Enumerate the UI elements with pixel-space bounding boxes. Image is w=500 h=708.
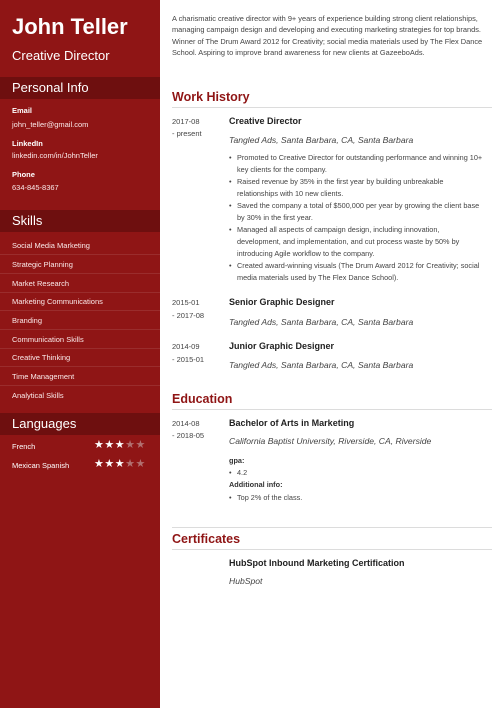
profile-summary: A charismatic creative director with 9+ years of experience building strong client relationships, managing campaign design and developing and executing marketing strategies for top brands. Winner of The Drum Award 2012 for Creativity; social media materials used by The Flex Dance School. Aspiring to improve brand awareness for new clients at GazeeboAds. <box>172 14 483 57</box>
divider <box>0 310 160 311</box>
job-date-end: - 2015-01 <box>172 355 205 364</box>
gpa-list <box>229 468 247 477</box>
job-title: Senior Graphic Designer <box>229 297 335 307</box>
certificate-issuer: HubSpot <box>229 576 263 586</box>
language-name: French <box>12 442 36 451</box>
linkedin-value[interactable]: linkedin.com/in/JohnTeller <box>12 151 98 160</box>
star-filled-icon: ★ <box>94 458 105 470</box>
gpa-label: gpa: <box>229 456 245 465</box>
star-empty-icon: ★ <box>135 439 146 451</box>
job-date-start: 2017-08 <box>172 117 200 126</box>
job-date-end: - 2017-08 <box>172 311 205 320</box>
list-item: • Saved the company a total of $500,000 per year by growing the client base by 30% in the first year. <box>229 200 484 224</box>
email-label: Email <box>12 106 33 115</box>
job-date-start: 2015-01 <box>172 298 200 307</box>
language-name: Mexican Spanish <box>12 461 70 470</box>
divider <box>0 385 160 386</box>
phone-value: 634-845-8367 <box>12 183 59 192</box>
list-item: • Created award-winning visuals (The Drum Award 2012 for Creativity; social media materials used by The Flex Dance School). <box>229 260 484 284</box>
education-date-end: - 2018-05 <box>172 431 205 440</box>
email-value[interactable]: john_teller@gmail.com <box>12 120 89 129</box>
job-company: Tangled Ads, Santa Barbara, CA, Santa Barbara <box>229 135 414 145</box>
divider <box>0 348 160 349</box>
section-divider <box>172 549 492 550</box>
section-divider <box>172 527 492 528</box>
education-heading: Education <box>172 392 233 406</box>
skill-item: Market Research <box>12 279 70 288</box>
candidate-name: John Teller <box>12 14 128 39</box>
star-filled-icon: ★ <box>104 439 115 451</box>
list-item: • Promoted to Creative Director for outstanding performance and winning 10+ key clients for the company. <box>229 152 484 176</box>
star-empty-icon: ★ <box>125 458 136 470</box>
job-responsibilities <box>229 152 484 284</box>
list-item: • Managed all aspects of campaign design, including innovation, development, and implementation, and cut process waste by 50% by introducing Agile workflow to the company. <box>229 224 484 260</box>
personal-info-heading: Personal Info <box>0 77 160 99</box>
skill-item: Branding <box>12 316 43 325</box>
divider <box>0 366 160 367</box>
divider <box>0 329 160 330</box>
phone-label: Phone <box>12 170 35 179</box>
job-company: Tangled Ads, Santa Barbara, CA, Santa Barbara <box>229 317 414 327</box>
school-name: California Baptist University, Riverside, CA, Riverside <box>229 436 432 446</box>
skill-item: Marketing Communications <box>12 297 103 306</box>
section-divider <box>172 107 492 108</box>
divider <box>0 273 160 274</box>
additional-info-list <box>229 493 302 502</box>
job-title: Creative Director <box>229 116 302 126</box>
list-item: • Raised revenue by 35% in the first year by building unbreakable relationships with 10 new clients. <box>229 176 484 200</box>
linkedin-label: LinkedIn <box>12 139 43 148</box>
star-filled-icon: ★ <box>114 458 126 470</box>
skills-heading: Skills <box>0 210 160 232</box>
section-divider <box>172 409 492 410</box>
education-date-start: 2014-08 <box>172 419 200 428</box>
skill-item: Analytical Skills <box>12 391 64 400</box>
star-filled-icon: ★ <box>104 458 115 470</box>
language-rating-stars <box>94 459 146 469</box>
star-empty-icon: ★ <box>135 458 146 470</box>
job-date-end: - present <box>172 129 202 138</box>
additional-info-label: Additional info: <box>229 480 283 489</box>
job-date-start: 2014-09 <box>172 342 200 351</box>
certificate-name: HubSpot Inbound Marketing Certification <box>229 558 405 568</box>
language-rating-stars <box>94 440 146 450</box>
certificates-heading: Certificates <box>172 532 241 546</box>
star-filled-icon: ★ <box>94 439 105 451</box>
skill-item: Strategic Planning <box>12 260 73 269</box>
languages-heading: Languages <box>0 413 160 435</box>
gpa-value: • 4.2 <box>229 468 247 477</box>
divider <box>0 292 160 293</box>
job-company: Tangled Ads, Santa Barbara, CA, Santa Barbara <box>229 360 414 370</box>
divider <box>0 254 160 255</box>
skill-item: Communication Skills <box>12 335 84 344</box>
candidate-title: Creative Director <box>12 48 110 63</box>
job-title: Junior Graphic Designer <box>229 341 335 351</box>
skill-item: Social Media Marketing <box>12 241 90 250</box>
star-empty-icon: ★ <box>125 439 136 451</box>
main-content <box>160 0 500 708</box>
sidebar <box>0 0 160 708</box>
degree-title: Bachelor of Arts in Marketing <box>229 418 355 428</box>
additional-info-value: • Top 2% of the class. <box>229 493 302 502</box>
star-filled-icon: ★ <box>114 439 126 451</box>
skill-item: Time Management <box>12 372 75 381</box>
skill-item: Creative Thinking <box>12 353 71 362</box>
work-history-heading: Work History <box>172 90 250 104</box>
